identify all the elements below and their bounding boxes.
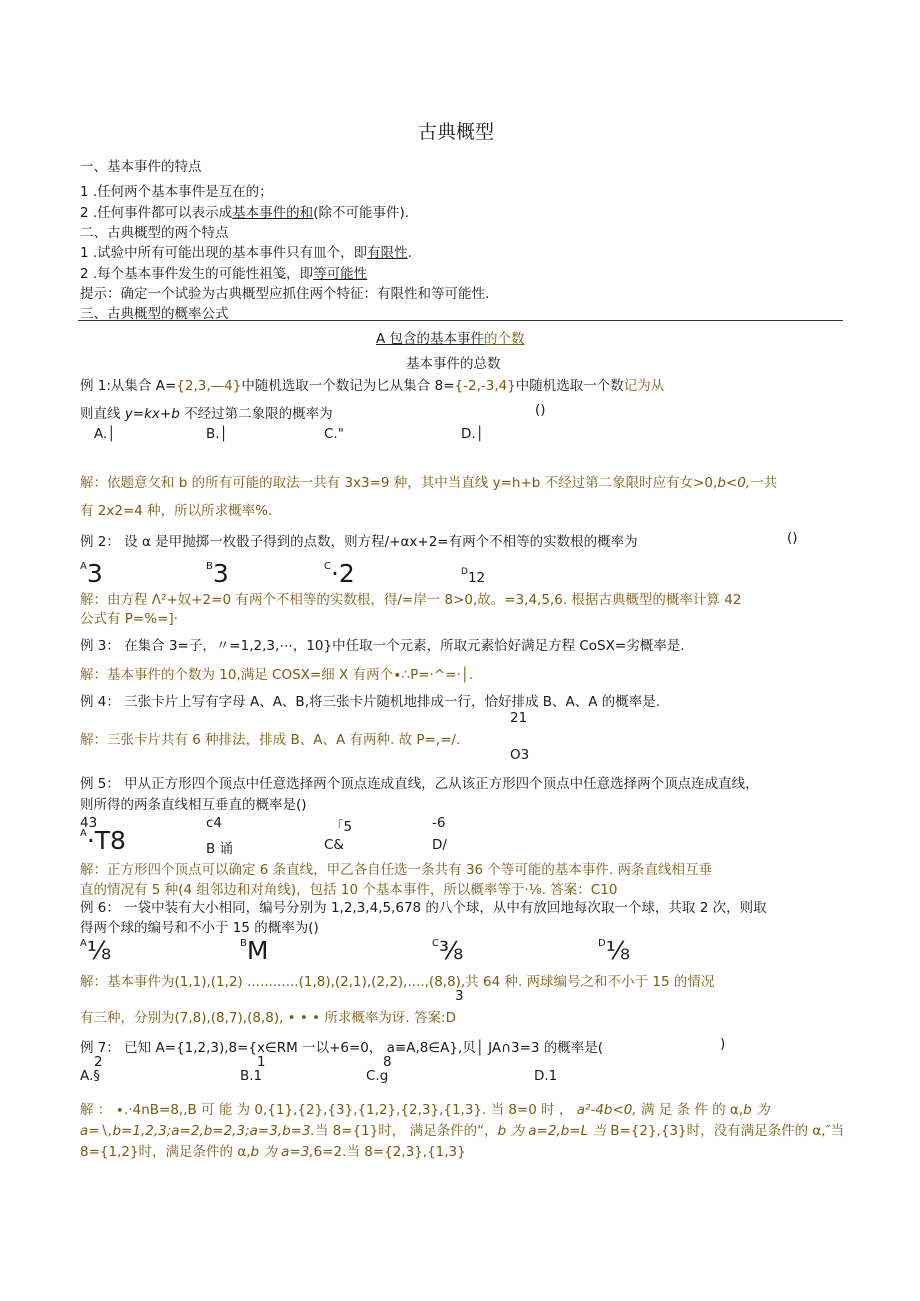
ex1-q-part-f: 记为从	[623, 378, 665, 394]
section-heading-2: 二、古典概型的两个特点	[80, 225, 229, 241]
ex7-sol1-part-d: b 为	[743, 1102, 770, 1118]
ex5-option-a-letter: A	[80, 828, 87, 839]
example-7-option-b: B.1	[240, 1068, 263, 1084]
example-6-option-b	[240, 938, 268, 963]
example-4-fraction-bottom: O3	[510, 747, 530, 763]
example-7-solution-line-1	[80, 1098, 770, 1118]
example-5-option-b: B 诵	[206, 841, 234, 857]
ex1-sol-part-b: b<0,	[717, 475, 751, 491]
example-7-option-a: A.§	[80, 1068, 101, 1084]
example-2-question: 例 2： 设 α 是甲抛掷一枚骰子得到的点数，则方程/+αx+2=有两个不相等的实数根的概率为	[80, 534, 638, 550]
ex7-sol1-part-c: 满 足 条 件 的 α,	[636, 1102, 744, 1118]
ex1-q2-equation: y=kx+b	[124, 406, 180, 422]
ex2-option-b-value: 3	[212, 559, 229, 588]
example-6-solution-line-2: 有三种，分别为(7,8),(8,7),(8,8), • • • 所求概率为讶. 答案:D	[80, 1010, 456, 1026]
example-1-solution-line-1	[80, 471, 777, 491]
ex2-option-c-letter: C	[324, 561, 331, 572]
divider-rule	[78, 320, 843, 321]
example-1-option-a: A.│	[94, 426, 116, 442]
example-6-question-line-2: 得两个球的编号和不小于 15 的概率为()	[80, 920, 319, 936]
ex1-q-part-c: 中随机选取一个数记为匕从集合 8=	[241, 378, 455, 394]
ex6-option-c-letter: C	[432, 938, 439, 949]
example-6-option-a	[80, 938, 111, 963]
ex6-option-b-value: M	[246, 936, 269, 965]
example-2-option-a	[80, 561, 103, 586]
example-1-question-line-2	[80, 402, 333, 422]
example-4-question: 例 4： 三张卡片上写有字母 A、A、B,将三张卡片随机地排成一行，恰好排成 B、A、A 的概率是.	[80, 694, 661, 710]
example-3-solution: 解：基本事件的个数为 10,满足 COSX=细 X 有两个∙∴P=·^=·│.	[80, 667, 474, 683]
feature-item-1: 1 .任何两个基本事件是互在的；	[80, 184, 273, 200]
example-1-option-c: C."	[324, 426, 344, 442]
feature-item-2-underlined: 基本事件的和	[232, 205, 314, 221]
ex1-sol-part-a: 解：依题意攵和 b 的所有可能的取法一共有 3x3=9 种，其中当直线 y=h+b 不经过第二象限时应有女>0,	[80, 475, 718, 491]
example-5-option-d: D/	[432, 837, 447, 853]
example-7-question: 例 7： 已知 A={1,2,3),8={x∈RM 一以+6=0， a≡A,8∈A},贝│ JA∩3=3 的概率是(	[80, 1040, 604, 1056]
ex2-option-a-value: 3	[86, 559, 103, 588]
ex2-option-d-value: 12	[467, 570, 486, 586]
example-5-option-a	[80, 828, 126, 853]
example-4-solution: 解：三张卡片共有 6 种排法，排成 B、A、A 有两种. 故 P=,=/.	[80, 732, 461, 748]
example-7-numeral-1: 1	[257, 1054, 266, 1070]
formula-numerator	[376, 327, 525, 347]
feature-item-3-pre: 1 .试验中所有可能出现的基本事件只有皿个，即	[80, 245, 368, 261]
ex2-option-c-value: ·2	[330, 559, 355, 588]
ex6-option-c-value: ⅜	[438, 936, 464, 965]
example-5-question-line-2: 则所得的两条直线相互垂直的概率是()	[80, 797, 307, 813]
ex7-sol3-part-b: b 为 a=3,	[250, 1144, 314, 1160]
example-6-question-line-1: 例 6： 一袋中装有大小相同，编号分别为 1,2,3,4,5,678 的八个球，从中有放回地每次取一个球，共取 2 次，则取	[80, 900, 767, 916]
example-2-solution-line-1: 解：由方程 Λ²+奴+2=0 有两个不相等的实数根，得/=岸一 8>0,故。=3,4,5,6. 根据古典概型的概率计算 42	[80, 592, 742, 608]
example-7-option-d: D.1	[534, 1068, 558, 1084]
example-2-solution-line-2: 公式有 P=%=]·	[80, 611, 178, 627]
example-5-numeral-2: c4	[206, 815, 223, 831]
ex7-sol3-part-c: 6=2.当 8={2,3},{1,3}	[313, 1144, 466, 1160]
example-5-numeral-4: -6	[432, 815, 446, 831]
feature-item-4-underlined: 等可能性	[313, 266, 368, 282]
ex1-q-part-a: 例 1:从集合 A=	[80, 378, 177, 394]
example-7-numeral-2: 2	[94, 1054, 103, 1070]
ex6-option-d-letter: D	[598, 938, 606, 949]
example-1-answer-paren: ()	[535, 402, 546, 418]
example-7-solution-line-3	[80, 1140, 466, 1160]
example-2-option-b	[206, 561, 229, 586]
example-4-fraction-top: 21	[510, 710, 528, 726]
ex1-q-part-b: {2,3,—4}	[176, 378, 242, 394]
example-6-option-c	[432, 938, 463, 963]
ex6-option-d-value: ⅛	[605, 936, 630, 965]
feature-item-4-pre: 2 .每个基本事件发生的可能性祖笺，即	[80, 266, 314, 282]
ex7-sol2-part-b: 当 8={1}时， 满足条件的“，	[314, 1123, 498, 1139]
feature-item-2	[80, 201, 409, 221]
ex7-sol1-part-a: 解 ： ∙.·4nB=8,,B 可 能 为 0,{1},{2},{3},{1,2},{2,3},{1,3}. 当 8=0 时 ，	[80, 1102, 577, 1118]
example-5-numeral-3: 「5	[330, 819, 353, 835]
feature-item-3-post: .	[407, 245, 412, 261]
example-5-solution-line-2: 直的情况有 5 种(4 组邻边和对角线)，包括 10 个基本事件，所以概率等于·⅛. 答案：C10	[80, 882, 618, 898]
ex2-option-b-letter: B	[206, 561, 213, 572]
ex7-sol2-part-d: B={2},{3}时，没有满足条件的 α,″当	[605, 1123, 845, 1139]
ex7-sol1-part-b: a²-4b<0,	[576, 1102, 637, 1118]
example-5-option-c: C&	[324, 837, 344, 853]
feature-item-3	[80, 241, 412, 261]
example-6-solution-line-1: 解：基本事件为(1,1),(1,2) ............(1,8),(2,1),(2,2),....,(8,8),共 64 种. 两球编号之和不小于 15 的情况	[80, 974, 715, 990]
example-5-numeral-1: 43	[80, 815, 98, 831]
ex1-q-part-e: 中随机选取一个数	[515, 378, 624, 394]
ex6-option-b-letter: B	[240, 938, 247, 949]
example-1-solution-line-2: 有 2x2=4 种，所以所求概率%.	[80, 503, 273, 519]
formula-numerator-b: 的个数	[484, 331, 525, 347]
ex7-sol2-part-c: b 为 a=2,b=L 当	[497, 1123, 606, 1139]
ex1-q-part-d: {-2,-3,4}	[454, 378, 516, 394]
example-6-solution-fraction-mark: 3	[455, 988, 464, 1004]
ex7-sol2-part-a: a=∖,b=1,2,3;a=2,b=2,3;a=3,b=3.	[80, 1123, 315, 1139]
example-7-answer-paren-close: )	[720, 1036, 726, 1052]
section-heading-3: 三、古典概型的概率公式	[80, 306, 229, 322]
section-heading-1: 一、基本事件的特点	[80, 159, 202, 175]
example-3-question: 例 3： 在集合 3=子，〃=1,2,3,⋯，10}中任取一个元素，所取元素恰好满足方程 CoSX=劣概率是.	[80, 638, 685, 654]
example-1-option-d: D.│	[461, 426, 484, 442]
formula-numerator-a: A 包含的基本事件	[376, 331, 485, 347]
ex2-option-d-letter: D	[461, 567, 468, 577]
hint-text: 提示：确定一个试验为古典概型应抓住两个特征：有限性和等可能性.	[80, 286, 490, 302]
ex1-q2-part-c: 不经过第二象限的概率为	[179, 406, 333, 422]
example-1-option-b: B.│	[206, 426, 228, 442]
example-7-option-c: C.g	[366, 1068, 389, 1084]
ex1-q2-part-a: 则直线	[80, 406, 125, 422]
example-2-option-c	[324, 561, 355, 586]
ex6-option-a-value: ⅛	[86, 936, 112, 965]
example-6-option-d	[598, 938, 630, 963]
example-2-option-d	[461, 567, 485, 586]
example-7-numeral-8: 8	[383, 1054, 392, 1070]
example-5-solution-line-1: 解：正方形四个顶点可以确定 6 条直线，甲乙各自任选一条共有 36 个等可能的基本事件. 两条直线相互垂	[80, 862, 713, 878]
feature-item-2-pre: 2 .任何事件都可以表示成	[80, 205, 233, 221]
ex7-sol3-part-a: 8={1,2}时，满足条件的 α,	[80, 1144, 251, 1160]
page-title: 古典概型	[418, 121, 495, 143]
ex5-option-a-value: ·T8	[86, 826, 126, 855]
example-1-question-line-1	[80, 374, 664, 394]
feature-item-3-underlined: 有限性	[367, 245, 408, 261]
feature-item-2-post: (除不可能事件).	[313, 205, 409, 221]
ex2-option-a-letter: A	[80, 561, 87, 572]
example-2-answer-paren: ()	[787, 530, 798, 546]
example-5-question-line-1: 例 5： 甲从正方形四个顶点中任意选择两个顶点连成直线，乙从该正方形四个顶点中任意选择两个顶点连成直线，	[80, 776, 759, 792]
formula-denominator: 基本事件的总数	[406, 356, 501, 372]
ex6-option-a-letter: A	[80, 938, 87, 949]
example-7-solution-line-2	[80, 1119, 844, 1139]
ex1-sol-part-c: 一共	[750, 475, 778, 491]
feature-item-4	[80, 262, 367, 282]
